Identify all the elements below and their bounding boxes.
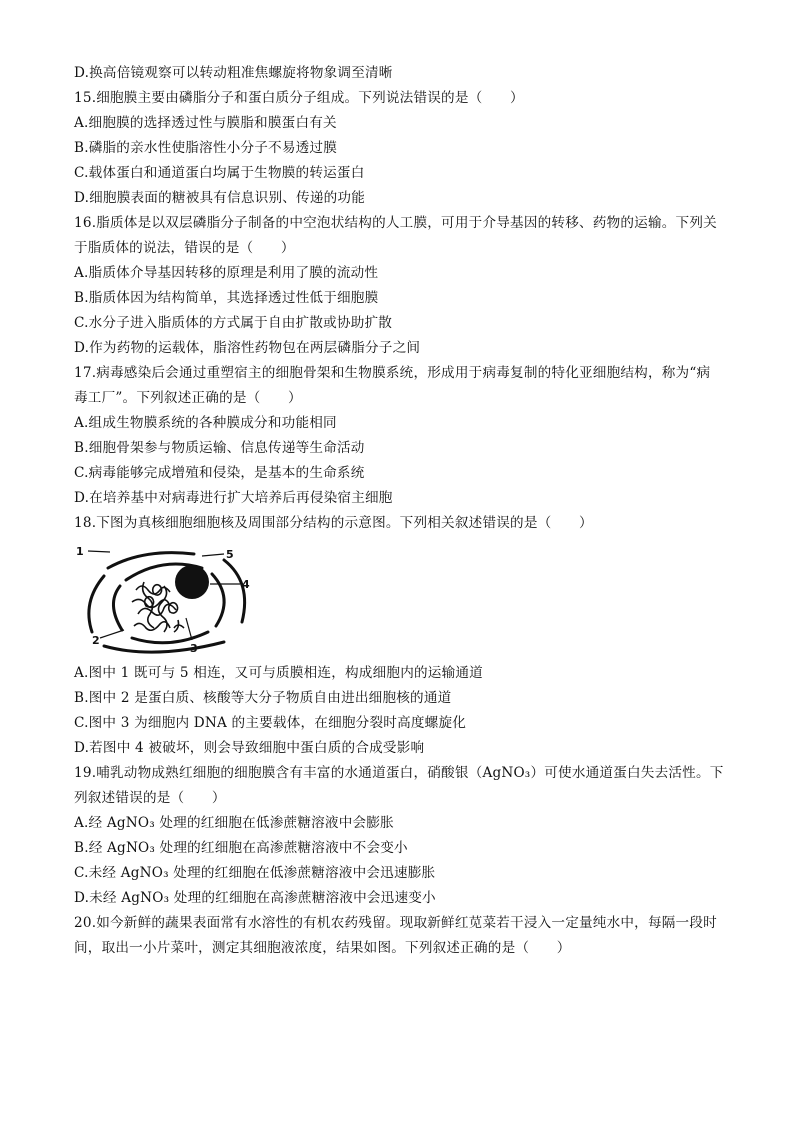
q16-option-c: C.水分子进入脂质体的方式属于自由扩散或协助扩散 — [74, 315, 393, 331]
q19-stem-line2: 列叙述错误的是（ ） — [74, 790, 226, 806]
q15-option-b: B.磷脂的亲水性使脂溶性小分子不易透过膜 — [74, 140, 337, 156]
q17-stem-line1: 17.病毒感染后会通过重塑宿主的细胞骨架和生物膜系统，形成用于病毒复制的特化亚细胞结构，称为“病 — [74, 365, 711, 381]
q17-option-b: B.细胞骨架参与物质运输、信息传递等生命活动 — [74, 440, 365, 456]
nuclear-envelope-left — [113, 586, 122, 630]
label-3: 3 — [190, 642, 198, 655]
q19-option-b: B.经 AgNO₃ 处理的红细胞在高渗蔗糖溶液中不会变小 — [74, 840, 408, 856]
q18-option-a: A.图中 1 既可与 5 相连，又可与质膜相连，构成细胞内的运输通道 — [74, 665, 483, 681]
q17-stem-line2: 毒工厂”。下列叙述正确的是（ ） — [74, 390, 302, 406]
q16-option-a: A.脂质体介导基因转移的原理是利用了膜的流动性 — [74, 265, 379, 281]
q18-option-b: B.图中 2 是蛋白质、核酸等大分子物质自由进出细胞核的通道 — [74, 690, 452, 706]
q18-option-d: D.若图中 4 被破坏，则会导致细胞中蛋白质的合成受影响 — [74, 740, 425, 756]
q16-stem-line2: 于脂质体的说法，错误的是（ ） — [74, 240, 295, 256]
q15-option-c: C.载体蛋白和通道蛋白均属于生物膜的转运蛋白 — [74, 165, 365, 181]
q17-option-d: D.在培养基中对病毒进行扩大培养后再侵染宿主细胞 — [74, 490, 393, 506]
q15-option-a: A.细胞膜的选择透过性与膜脂和膜蛋白有关 — [74, 115, 337, 131]
q19-option-a: A.经 AgNO₃ 处理的红细胞在低渗蔗糖溶液中会膨胀 — [74, 815, 394, 831]
label-4: 4 — [242, 578, 250, 591]
er-arc-left — [89, 576, 104, 632]
q20-stem-line1: 20.如今新鲜的蔬果表面常有水溶性的有机农药残留。现取新鲜红苋菜若干浸入一定量纯水中，每隔一段时 — [74, 915, 717, 931]
label-2: 2 — [92, 634, 100, 647]
q15-option-d: D.细胞膜表面的糖被具有信息识别、传递的功能 — [74, 190, 366, 206]
er-arc-top — [108, 553, 194, 568]
nucleus-diagram — [74, 542, 260, 660]
q16-option-b: B.脂质体因为结构简单，其选择透过性低于细胞膜 — [74, 290, 379, 306]
q18-stem: 18.下图为真核细胞细胞核及周围部分结构的示意图。下列相关叙述错误的是（ ） — [74, 515, 593, 531]
nucleolus — [175, 565, 209, 599]
label-5: 5 — [226, 548, 234, 561]
q17-option-a: A.组成生物膜系统的各种膜成分和功能相同 — [74, 415, 337, 431]
q18-option-c: C.图中 3 为细胞内 DNA 的主要载体，在细胞分裂时高度螺旋化 — [74, 715, 467, 731]
q16-stem-line1: 16.脂质体是以双层磷脂分子制备的中空泡状结构的人工膜，可用于介导基因的转移、药物的运输。下列关 — [74, 215, 717, 231]
q20-stem-line2: 间，取出一小片菜叶，测定其细胞液浓度，结果如图。下列叙述正确的是（ ） — [74, 940, 571, 956]
er-arc-right — [224, 560, 245, 622]
q19-option-d: D.未经 AgNO₃ 处理的红细胞在高渗蔗糖溶液中会迅速变小 — [74, 890, 436, 906]
q19-option-c: C.未经 AgNO₃ 处理的红细胞在低渗蔗糖溶液中会迅速膨胀 — [74, 865, 436, 881]
q19-stem-line1: 19.哺乳动物成熟红细胞的细胞膜含有丰富的水通道蛋白，硝酸银（AgNO₃）可使水通道蛋白失去活性。下 — [74, 765, 724, 781]
q17-option-c: C.病毒能够完成增殖和侵染，是基本的生命系统 — [74, 465, 365, 481]
q15-stem: 15.细胞膜主要由磷脂分子和蛋白质分子组成。下列说法错误的是（ ） — [74, 90, 524, 106]
q16-option-d: D.作为药物的运载体，脂溶性药物包在两层磷脂分子之间 — [74, 340, 421, 356]
label-1: 1 — [76, 545, 84, 558]
nuclear-envelope-right — [212, 574, 224, 626]
chromatin — [132, 582, 184, 632]
q14-option-d: D.换高倍镜观察可以转动粗准焦螺旋将物象调至清晰 — [74, 65, 393, 81]
